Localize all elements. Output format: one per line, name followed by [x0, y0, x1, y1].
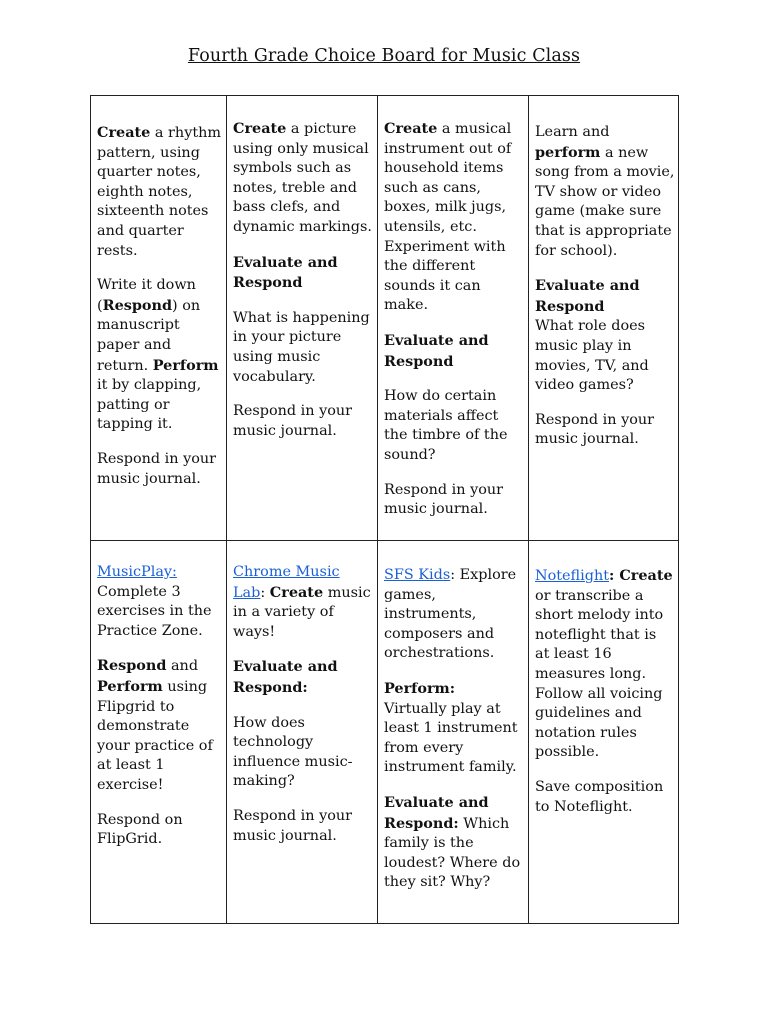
keyword-evaluate-respond: Evaluate and Respond:: [233, 658, 338, 696]
keyword-create: : Create: [609, 567, 673, 584]
musicplay-link[interactable]: MusicPlay:: [97, 564, 177, 580]
cell-paragraph: [535, 123, 675, 261]
cell-paragraph: [384, 331, 524, 372]
keyword-perform: Perform: [97, 677, 163, 695]
cell-paragraph: [535, 566, 675, 763]
cell-text: music in a variety of ways!: [233, 584, 371, 640]
column-divider: [226, 96, 227, 923]
cell-paragraph: [384, 793, 524, 893]
cell-rhythm-pattern: [97, 123, 223, 489]
cell-text: a musical instrument out of household items such as cans, boxes, milk jugs, utensils, etc. Experiment with the different sounds it can make.: [384, 121, 512, 314]
cell-chrome-music-lab: [233, 563, 373, 846]
page-title: Fourth Grade Choice Board for Music Class: [187, 46, 581, 66]
cell-paragraph: Respond on FlipGrid.: [97, 811, 183, 848]
keyword-respond: Respond: [102, 296, 173, 314]
row-divider: [91, 540, 678, 541]
cell-text: :: [260, 584, 270, 601]
sfs-kids-link[interactable]: SFS Kids: [384, 567, 451, 583]
cell-text: using Flipgrid to demonstrate your practice of at least 1 exercise!: [97, 678, 213, 793]
keyword-create: Create: [97, 124, 151, 141]
cell-paragraph: [233, 563, 373, 642]
cell-text: ) on manuscript paper and return.: [97, 297, 201, 374]
keyword-evaluate-respond: Evaluate and Respond:: [384, 793, 489, 832]
cell-text: and: [166, 658, 199, 675]
cell-paragraph: [97, 563, 223, 641]
cell-text: a rhythm pattern, using quarter notes, eighth notes, sixteenth notes and quarter rests.: [97, 125, 222, 259]
cell-paragraph: How does technology influence music-making?: [233, 714, 353, 790]
cell-text: : Explore games, instruments, composers and orchestrations.: [384, 567, 517, 662]
cell-picture-symbols: [233, 119, 373, 441]
cell-text: Write it down (: [97, 277, 196, 314]
keyword-evaluate-respond: Evaluate and Respond: [535, 277, 640, 315]
cell-perform-song: [535, 123, 675, 450]
cell-paragraph: Respond in your music journal.: [384, 481, 504, 518]
cell-paragraph: [233, 253, 373, 294]
cell-text: or transcribe a short melody into noteflight that is at least 16 measures long. Follow all voicing guidelines and notation rules possible.: [535, 587, 664, 761]
keyword-create: Create: [233, 120, 287, 137]
cell-paragraph: What is happening in your picture using music vocabulary.: [233, 309, 370, 385]
cell-text: What role does music play in movies, TV, and video games?: [535, 318, 649, 394]
cell-sfs-kids: [384, 566, 524, 893]
cell-text: a picture using only musical symbols such as notes, treble and bass clefs, and dynamic markings.: [233, 121, 372, 235]
cell-household-instrument: [384, 119, 524, 520]
cell-noteflight: [535, 566, 675, 817]
cell-paragraph: [233, 119, 373, 238]
cell-paragraph: Respond in your music journal.: [233, 807, 353, 844]
keyword-perform: perform: [535, 143, 601, 161]
cell-text: Complete 3 exercises in the Practice Zone.: [97, 583, 212, 639]
chrome-music-lab-link[interactable]: Chrome Music Lab: [233, 564, 340, 601]
cell-musicplay: [97, 563, 223, 850]
keyword-create: Create: [269, 583, 324, 601]
keyword-create: Create: [384, 120, 438, 137]
keyword-evaluate-respond: Evaluate and Respond: [384, 331, 489, 370]
cell-paragraph: [97, 123, 223, 261]
cell-text: Virtually play at least 1 instrument from every instrument family.: [384, 700, 518, 776]
cell-text: it by clapping, patting or tapping it.: [97, 377, 202, 433]
cell-paragraph: [384, 566, 524, 664]
noteflight-link[interactable]: Noteflight: [535, 568, 610, 584]
cell-paragraph: [97, 656, 223, 795]
cell-paragraph: [535, 276, 675, 396]
keyword-perform: Perform:: [384, 679, 456, 697]
cell-paragraph: How do certain materials affect the timbre of the sound?: [384, 388, 508, 463]
cell-paragraph: [97, 276, 223, 435]
cell-paragraph: Respond in your music journal.: [97, 450, 217, 487]
column-divider: [528, 96, 529, 923]
keyword-perform: Perform: [152, 356, 219, 374]
cell-text: Which family is the loudest? Where do they sit? Why?: [384, 815, 521, 891]
cell-paragraph: [384, 679, 524, 778]
keyword-evaluate-respond: Evaluate and Respond: [233, 253, 338, 292]
cell-text: Learn and: [535, 124, 610, 140]
cell-paragraph: [384, 119, 524, 316]
column-divider: [377, 96, 378, 923]
choice-board: [90, 95, 679, 924]
cell-paragraph: Save composition to Noteflight.: [535, 778, 664, 815]
cell-paragraph: Respond in your music journal.: [233, 403, 353, 439]
cell-text: a new song from a movie, TV show or video game (make sure that is appropriate for school).: [535, 144, 675, 259]
cell-paragraph: Respond in your music journal.: [535, 411, 655, 448]
cell-paragraph: [233, 657, 373, 698]
keyword-respond: Respond: [97, 657, 167, 675]
